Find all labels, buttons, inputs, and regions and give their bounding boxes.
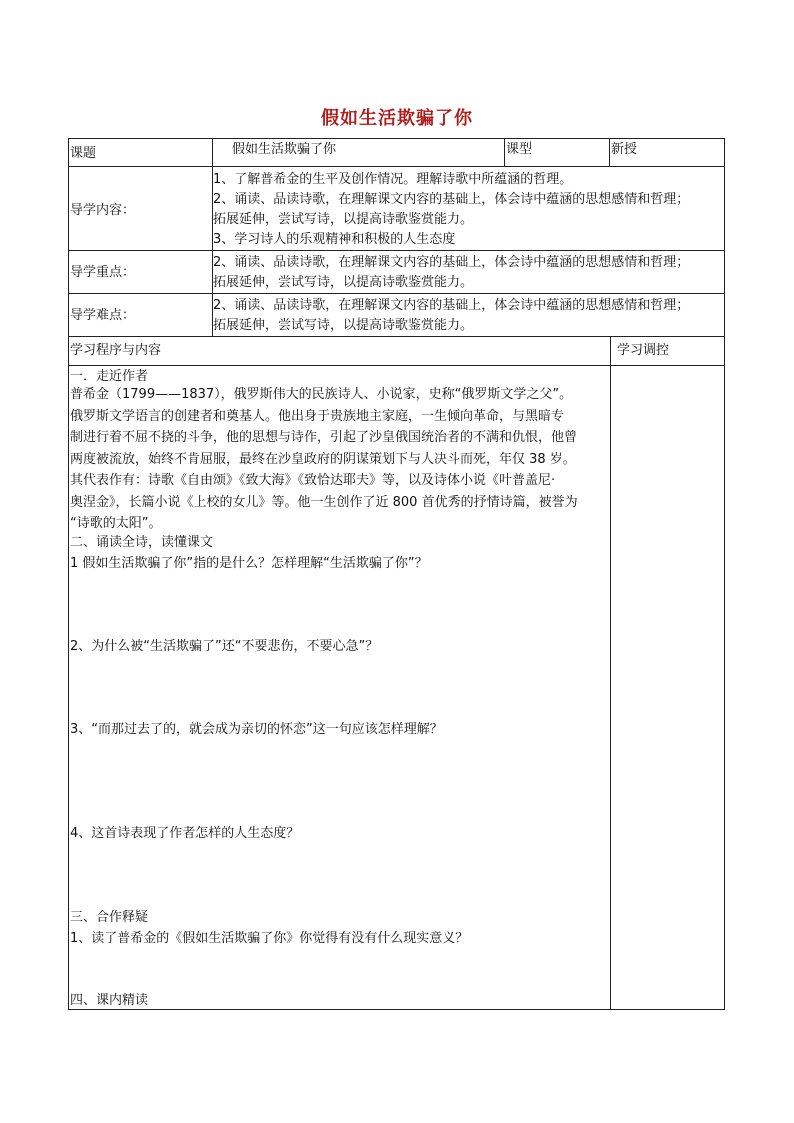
content-line: 拓展延伸，尝试写诗，以提高诗歌鉴赏能力。 <box>213 212 474 227</box>
question: 2、为什么被“生活欺骗了”还“不要悲伤，不要心急”？ <box>70 639 379 654</box>
row-divider <box>68 293 725 294</box>
col-divider <box>504 138 505 166</box>
section-title: 三、合作释疑 <box>70 910 149 925</box>
type-value: 新授 <box>611 142 638 157</box>
bio-line: “诗歌的太阳”。 <box>70 516 162 531</box>
section-title: 一．走近作者 <box>70 369 149 384</box>
question: 3、“而那过去了的，就会成为亲切的怀恋”这一句应该怎样理解？ <box>70 722 443 737</box>
row-divider <box>68 250 725 251</box>
col-divider <box>609 138 610 166</box>
row-divider <box>68 365 725 366</box>
section-title: 二、诵读全诗，读懂课文 <box>70 535 214 550</box>
table-border-right <box>724 138 725 1010</box>
col-divider <box>610 336 611 1009</box>
question: 1、读了普希金的《假如生活欺骗了你》你觉得有没有什么现实意义？ <box>70 931 469 946</box>
bio-line: 制进行着不屈不挠的斗争，他的思想与诗作，引起了沙皇俄国统治者的不满和仇恨，他曾 <box>70 430 578 445</box>
content-line: 1、了解普希金的生平及创作情况。理解诗歌中所蕴涵的哲理。 <box>213 172 573 187</box>
focus-line: 2、诵读、品读诗歌，在理解课文内容的基础上，体会诗中蕴涵的思想感情和哲理； <box>213 255 690 270</box>
topic-value: 假如生活欺骗了你 <box>232 142 337 157</box>
question: 1 假如生活欺骗了你”指的是什么？怎样理解“生活欺骗了你”？ <box>70 556 428 571</box>
difficulty-label: 导学难点： <box>70 308 136 323</box>
difficulty-line: 拓展延伸，尝试写诗，以提高诗歌鉴赏能力。 <box>213 318 474 333</box>
type-label: 课型 <box>506 142 533 157</box>
topic-label: 课题 <box>70 146 97 161</box>
content-line: 2、诵读、品读诗歌，在理解课文内容的基础上，体会诗中蕴涵的思想感情和哲理； <box>213 192 690 207</box>
difficulty-line: 2、诵读、品读诗歌，在理解课文内容的基础上，体会诗中蕴涵的思想感情和哲理； <box>213 298 690 313</box>
procedure-header: 学习程序与内容 <box>70 343 162 358</box>
content-line: 3、学习诗人的乐观精神和积极的人生态度 <box>213 232 456 247</box>
focus-line: 拓展延伸，尝试写诗，以提高诗歌鉴赏能力。 <box>213 275 474 290</box>
bio-line: 两度被流放，始终不肯屈服，最终在沙皇政府的阴谋策划下与人决斗而死，年仅 38 岁。 <box>70 451 576 467</box>
row-divider <box>68 166 725 167</box>
question: 4、这首诗表现了作者怎样的人生态度？ <box>70 826 300 841</box>
bio-line: 奥涅金》，长篇小说《上校的女儿》等。他一生创作了近 800 首优秀的抒情诗篇，被誉为 <box>70 494 578 510</box>
bio-line: 普希金（1799——1837），俄罗斯伟大的民族诗人、小说家，史称“俄罗斯文学之父”。 <box>70 387 573 402</box>
document-title: 假如生活欺骗了你 <box>321 108 473 129</box>
table-border-left <box>68 138 69 1010</box>
row-divider <box>68 336 725 337</box>
focus-label: 导学重点： <box>70 265 136 280</box>
content-label: 导学内容： <box>70 203 136 218</box>
author-bio <box>70 384 578 535</box>
table-border-bottom <box>68 1009 725 1010</box>
section-title: 四、课内精读 <box>70 993 149 1008</box>
bio-line: 俄罗斯文学语言的创建者和奠基人。他出身于贵族地主家庭，一生倾向革命，与黑暗专 <box>70 408 565 424</box>
control-header: 学习调控 <box>617 343 670 358</box>
bio-line: 其代表作有：诗歌《自由颂》《致大海》《致恰达耶夫》等，以及诗体小说《叶普盖尼· <box>70 473 556 488</box>
